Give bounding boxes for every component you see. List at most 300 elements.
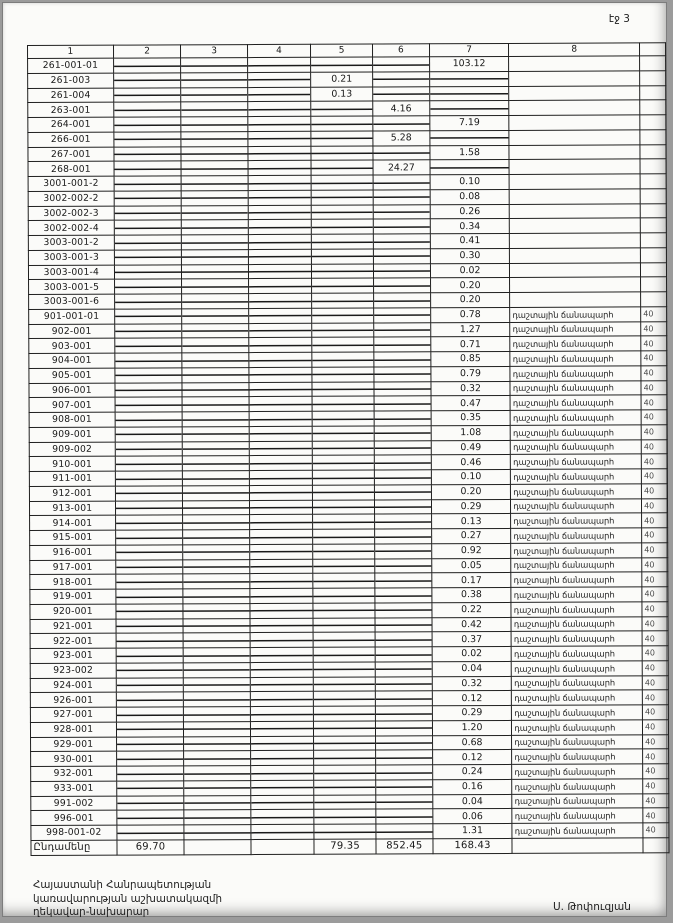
empty-cell	[375, 588, 432, 603]
row-code: 991-002	[31, 796, 117, 811]
empty-cell	[376, 824, 433, 839]
empty-cell	[374, 485, 431, 500]
col-header-2: 2	[113, 45, 181, 58]
empty-cell	[182, 382, 248, 397]
empty-cell	[249, 456, 313, 471]
road-label-cell: դաշտային ճանապարհ	[512, 764, 643, 779]
empty-cell	[183, 485, 249, 500]
empty-cell	[114, 117, 182, 132]
row-code: 909-001	[29, 427, 115, 442]
empty-cell	[182, 220, 248, 235]
table-body	[28, 56, 669, 841]
margin-mark: 40	[643, 749, 669, 764]
empty-cell	[250, 574, 314, 589]
value-cell: 7.19	[430, 115, 510, 130]
road-label-cell: դաշտային ճանապարհ	[510, 307, 641, 322]
empty-cell	[314, 780, 376, 795]
empty-cell	[115, 456, 183, 471]
row-code: 920-001	[30, 604, 116, 619]
row-code: 268-001	[28, 161, 114, 176]
empty-cell	[313, 647, 375, 662]
empty-cell	[314, 809, 376, 824]
row-code: 902-001	[29, 324, 115, 339]
margin-mark	[641, 277, 667, 292]
org-title-block	[33, 879, 222, 920]
empty-cell	[181, 146, 247, 161]
empty-cell	[314, 721, 376, 736]
empty-cell	[373, 204, 430, 219]
empty-cell	[311, 101, 373, 116]
empty-cell	[373, 278, 430, 293]
empty-cell	[116, 781, 184, 796]
empty-cell	[248, 249, 312, 264]
margin-mark: 40	[643, 720, 669, 735]
empty-cell	[509, 56, 640, 71]
row-code: 907-001	[29, 397, 115, 412]
margin-mark: 40	[641, 484, 667, 499]
empty-cell	[183, 559, 249, 574]
empty-cell	[313, 677, 375, 692]
margin-mark: 40	[642, 661, 668, 676]
empty-cell	[248, 279, 312, 294]
row-code: 926-001	[30, 692, 116, 707]
doc-table	[27, 42, 670, 855]
empty-cell	[375, 647, 432, 662]
empty-cell	[251, 795, 315, 810]
empty-cell	[374, 470, 431, 485]
empty-cell	[313, 514, 375, 529]
empty-cell	[313, 662, 375, 677]
empty-cell	[375, 632, 432, 647]
road-label-cell: դաշտային ճանապարհ	[511, 454, 642, 469]
empty-cell	[373, 263, 430, 278]
empty-cell	[250, 588, 314, 603]
empty-cell	[250, 780, 314, 795]
empty-cell	[115, 412, 183, 427]
empty-cell	[184, 795, 250, 810]
empty-cell	[429, 86, 509, 101]
value-cell: 0.71	[431, 337, 511, 352]
empty-cell	[116, 604, 184, 619]
row-code: 916-001	[30, 545, 116, 560]
empty-cell	[184, 648, 250, 663]
col-header-5: 5	[311, 44, 373, 57]
empty-cell	[249, 470, 313, 485]
row-code: 3003-001-5	[29, 279, 115, 294]
empty-cell	[181, 102, 247, 117]
margin-mark: 40	[642, 572, 668, 587]
value-cell: 103.12	[429, 56, 509, 71]
road-label-cell: դաշտային ճանապարհ	[511, 587, 642, 602]
margin-mark	[640, 85, 666, 100]
empty-cell	[311, 219, 373, 234]
value-cell: 0.22	[432, 602, 512, 617]
empty-cell	[250, 647, 314, 662]
empty-cell	[376, 765, 433, 780]
empty-cell	[312, 367, 374, 382]
margin-mark	[641, 262, 667, 277]
empty-cell	[114, 279, 182, 294]
empty-cell	[250, 677, 314, 692]
empty-cell	[509, 100, 640, 115]
margin-mark: 40	[642, 690, 668, 705]
row-code: 933-001	[31, 781, 117, 796]
empty-cell	[373, 249, 430, 264]
empty-cell	[182, 338, 248, 353]
margin-mark: 40	[642, 513, 668, 528]
empty-cell	[181, 72, 247, 87]
row-code: 3003-001-6	[29, 294, 115, 309]
empty-cell	[248, 264, 312, 279]
empty-cell	[374, 352, 431, 367]
road-label-cell: դաշտային ճանապարհ	[512, 720, 643, 735]
margin-mark: 40	[642, 631, 668, 646]
empty-cell	[114, 132, 182, 147]
empty-cell	[184, 707, 250, 722]
road-label-cell: դաշտային ճանապարհ	[512, 808, 643, 823]
empty-cell	[313, 529, 375, 544]
empty-cell	[248, 190, 312, 205]
empty-cell	[373, 175, 430, 190]
empty-cell	[114, 235, 182, 250]
empty-cell	[250, 736, 314, 751]
empty-cell	[183, 544, 249, 559]
row-code: 3003-001-2	[28, 235, 114, 250]
empty-cell	[313, 632, 375, 647]
row-code: 904-001	[29, 353, 115, 368]
row-code: 263-001	[28, 102, 114, 117]
empty-cell	[311, 146, 373, 161]
margin-mark: 40	[642, 498, 668, 513]
empty-cell	[312, 441, 374, 456]
empty-cell	[114, 191, 182, 206]
margin-mark: 40	[641, 439, 667, 454]
empty-cell	[116, 766, 184, 781]
value-cell: 0.04	[432, 661, 512, 676]
value-cell: 1.20	[432, 720, 512, 735]
row-code: 998-001-02	[31, 825, 117, 840]
margin-mark: 40	[641, 395, 667, 410]
empty-cell	[113, 58, 181, 73]
empty-cell	[184, 692, 250, 707]
empty-cell	[248, 146, 312, 161]
empty-cell	[374, 426, 431, 441]
empty-cell	[181, 117, 247, 132]
empty-cell	[375, 691, 432, 706]
row-code: 910-001	[29, 456, 115, 471]
empty-cell	[114, 250, 182, 265]
empty-cell	[509, 144, 640, 159]
empty-cell	[251, 824, 315, 839]
empty-cell	[183, 471, 249, 486]
scanned-page	[2, 2, 667, 917]
empty-cell	[248, 131, 312, 146]
road-label-cell: դաշտային ճանապարհ	[512, 823, 643, 838]
empty-cell	[184, 736, 250, 751]
row-code: 911-001	[29, 471, 115, 486]
margin-mark	[640, 144, 666, 159]
margin-mark	[640, 174, 666, 189]
empty-cell	[373, 190, 430, 205]
margin-mark: 40	[641, 351, 667, 366]
empty-cell	[182, 353, 248, 368]
margin-mark	[640, 218, 666, 233]
empty-cell	[375, 706, 432, 721]
org-title-line: ղեկավար-նախարար	[33, 906, 150, 918]
road-label-cell: դաշտային ճանապարհ	[511, 631, 642, 646]
road-label-cell: դաշտային ճանապարհ	[510, 366, 641, 381]
road-label-cell: դաշտային ճանապարհ	[511, 557, 642, 572]
empty-cell	[249, 352, 313, 367]
row-code: 3003-001-3	[28, 250, 114, 265]
empty-cell	[114, 309, 182, 324]
empty-cell	[250, 559, 314, 574]
empty-cell	[311, 57, 373, 72]
empty-cell	[182, 190, 248, 205]
empty-cell	[115, 530, 183, 545]
empty-cell	[116, 692, 184, 707]
col-header-4: 4	[247, 44, 310, 57]
margin-mark: 40	[642, 616, 668, 631]
value-cell: 0.20	[430, 292, 510, 307]
empty-cell	[115, 559, 183, 574]
row-code: 3002-002-4	[28, 220, 114, 235]
row-code: 913-001	[29, 501, 115, 516]
empty-cell	[183, 515, 249, 530]
empty-cell	[114, 264, 182, 279]
empty-cell	[114, 161, 182, 176]
road-label-cell: դաշտային ճանապարհ	[510, 410, 641, 425]
empty-cell	[184, 662, 250, 677]
value-cell: 0.78	[430, 307, 510, 322]
empty-cell	[117, 810, 185, 825]
value-cell: 0.29	[431, 499, 511, 514]
empty-cell	[115, 353, 183, 368]
value-cell: 0.04	[433, 794, 513, 809]
row-code: 923-001	[30, 648, 116, 663]
empty-cell	[184, 825, 250, 840]
empty-cell	[183, 530, 249, 545]
value-cell: 0.29	[432, 705, 512, 720]
margin-mark: 40	[641, 380, 667, 395]
empty-cell	[116, 648, 184, 663]
empty-cell	[113, 73, 181, 88]
empty-cell	[115, 397, 183, 412]
empty-cell	[510, 248, 641, 263]
empty-cell	[510, 292, 641, 307]
empty-cell	[113, 87, 181, 102]
empty-cell	[373, 145, 430, 160]
empty-cell	[114, 176, 182, 191]
empty-cell	[375, 721, 432, 736]
empty-cell	[249, 441, 313, 456]
empty-cell	[116, 589, 184, 604]
row-code: 928-001	[30, 722, 116, 737]
empty-cell	[313, 588, 375, 603]
empty-cell	[183, 633, 249, 648]
value-cell: 0.37	[432, 632, 512, 647]
empty-cell	[116, 736, 184, 751]
empty-cell	[117, 825, 185, 840]
empty-cell	[312, 234, 374, 249]
empty-cell	[312, 337, 374, 352]
margin-mark: 40	[641, 321, 667, 336]
row-code: 923-002	[30, 663, 116, 678]
value-cell: 0.35	[431, 410, 511, 425]
value-cell: 0.13	[431, 514, 511, 529]
empty-cell	[250, 751, 314, 766]
empty-cell	[429, 101, 509, 116]
empty-cell	[509, 174, 640, 189]
col-header-1: 1	[28, 45, 114, 58]
empty-cell	[430, 130, 510, 145]
margin-mark: 40	[643, 734, 669, 749]
empty-cell	[373, 72, 430, 87]
col-header-7: 7	[429, 43, 509, 56]
row-code: 932-001	[31, 766, 117, 781]
empty-cell	[374, 440, 431, 455]
row-code: 922-001	[30, 633, 116, 648]
road-label-cell: դաշտային ճանապարհ	[510, 351, 641, 366]
empty-cell	[115, 368, 183, 383]
row-code: 917-001	[30, 560, 116, 575]
margin-mark	[641, 292, 667, 307]
empty-cell	[247, 57, 311, 72]
empty-cell	[376, 750, 433, 765]
empty-cell	[374, 499, 431, 514]
margin-mark: 40	[641, 307, 667, 322]
empty-cell	[250, 603, 314, 618]
empty-cell	[250, 618, 314, 633]
value-cell: 24.27	[373, 160, 430, 175]
margin-mark	[640, 56, 666, 71]
road-label-cell: դաշտային ճանապարհ	[511, 646, 642, 661]
road-label-cell: դաշտային ճանապարհ	[511, 602, 642, 617]
org-title-line: Հայաստանի Հանրապետության	[33, 879, 212, 891]
empty-cell	[116, 677, 184, 692]
empty-cell	[510, 218, 641, 233]
value-cell: 0.20	[430, 278, 510, 293]
margin-mark: 40	[641, 469, 667, 484]
empty-cell	[375, 603, 432, 618]
empty-cell	[375, 529, 432, 544]
road-label-cell: դաշտային ճանապարհ	[510, 425, 641, 440]
empty-cell	[184, 677, 250, 692]
value-cell: 0.08	[430, 189, 510, 204]
empty-cell	[249, 367, 313, 382]
empty-cell	[249, 426, 313, 441]
empty-cell	[115, 427, 183, 442]
margin-mark: 40	[643, 779, 669, 794]
row-code: 912-001	[29, 486, 115, 501]
margin-mark	[640, 233, 666, 248]
row-code: 3003-001-4	[28, 265, 114, 280]
empty-cell	[510, 233, 641, 248]
row-code: 915-001	[30, 530, 116, 545]
empty-cell	[250, 633, 314, 648]
value-cell: 0.79	[431, 366, 511, 381]
empty-cell	[116, 574, 184, 589]
empty-cell	[314, 795, 376, 810]
empty-cell	[249, 500, 313, 515]
row-code: 3002-002-3	[28, 206, 114, 221]
row-code: 3002-002-2	[28, 191, 114, 206]
margin-mark: 40	[642, 587, 668, 602]
empty-cell	[509, 71, 640, 86]
empty-cell	[312, 293, 374, 308]
empty-cell	[374, 293, 431, 308]
empty-cell	[250, 765, 314, 780]
value-cell: 0.02	[432, 646, 512, 661]
empty-cell	[375, 662, 432, 677]
col-header-6: 6	[372, 44, 429, 57]
empty-cell	[181, 176, 247, 191]
empty-cell	[509, 85, 640, 100]
empty-cell	[374, 411, 431, 426]
empty-cell	[182, 205, 248, 220]
empty-cell	[248, 293, 312, 308]
value-cell: 0.32	[431, 381, 511, 396]
value-cell: 1.08	[431, 425, 511, 440]
margin-mark	[640, 115, 666, 130]
empty-cell	[115, 545, 183, 560]
table-area	[27, 42, 670, 855]
row-code: 924-001	[30, 678, 116, 693]
value-cell: 0.30	[430, 248, 510, 263]
road-label-cell: դաշտային ճանապարհ	[512, 779, 643, 794]
empty-cell	[249, 485, 313, 500]
road-label-cell: դաշտային ճանապարհ	[511, 543, 642, 558]
value-cell: 0.46	[431, 455, 511, 470]
row-code: 3001-001-2	[28, 176, 114, 191]
margin-mark: 40	[642, 675, 668, 690]
margin-mark	[640, 189, 666, 204]
empty-cell	[250, 662, 314, 677]
value-cell: 0.47	[431, 396, 511, 411]
row-code: 261-001-01	[28, 58, 114, 73]
road-label-cell: դաշտային ճանապարհ	[512, 793, 643, 808]
margin-mark: 40	[642, 705, 668, 720]
empty-cell	[313, 559, 375, 574]
value-cell: 0.13	[311, 87, 373, 102]
empty-cell	[375, 676, 432, 691]
empty-cell	[510, 262, 641, 277]
empty-cell	[509, 189, 640, 204]
empty-cell	[182, 235, 248, 250]
margin-mark	[640, 203, 666, 218]
empty-cell	[313, 470, 375, 485]
empty-cell	[311, 131, 373, 146]
empty-cell	[182, 412, 248, 427]
empty-cell	[115, 500, 183, 515]
empty-cell	[115, 486, 183, 501]
empty-cell	[430, 160, 510, 175]
total-label: Ընդամենը	[31, 840, 117, 855]
empty-cell	[509, 159, 640, 174]
row-code: 264-001	[28, 117, 114, 132]
empty-cell	[116, 722, 184, 737]
empty-cell	[116, 751, 184, 766]
value-cell: 0.20	[431, 484, 511, 499]
empty-cell	[114, 323, 182, 338]
row-code: 918-001	[30, 574, 116, 589]
road-label-cell: դաշտային ճանապարհ	[511, 439, 642, 454]
empty-cell	[182, 308, 248, 323]
row-code: 261-004	[28, 88, 114, 103]
empty-cell	[375, 735, 432, 750]
empty-cell	[374, 455, 431, 470]
empty-cell	[247, 72, 311, 87]
